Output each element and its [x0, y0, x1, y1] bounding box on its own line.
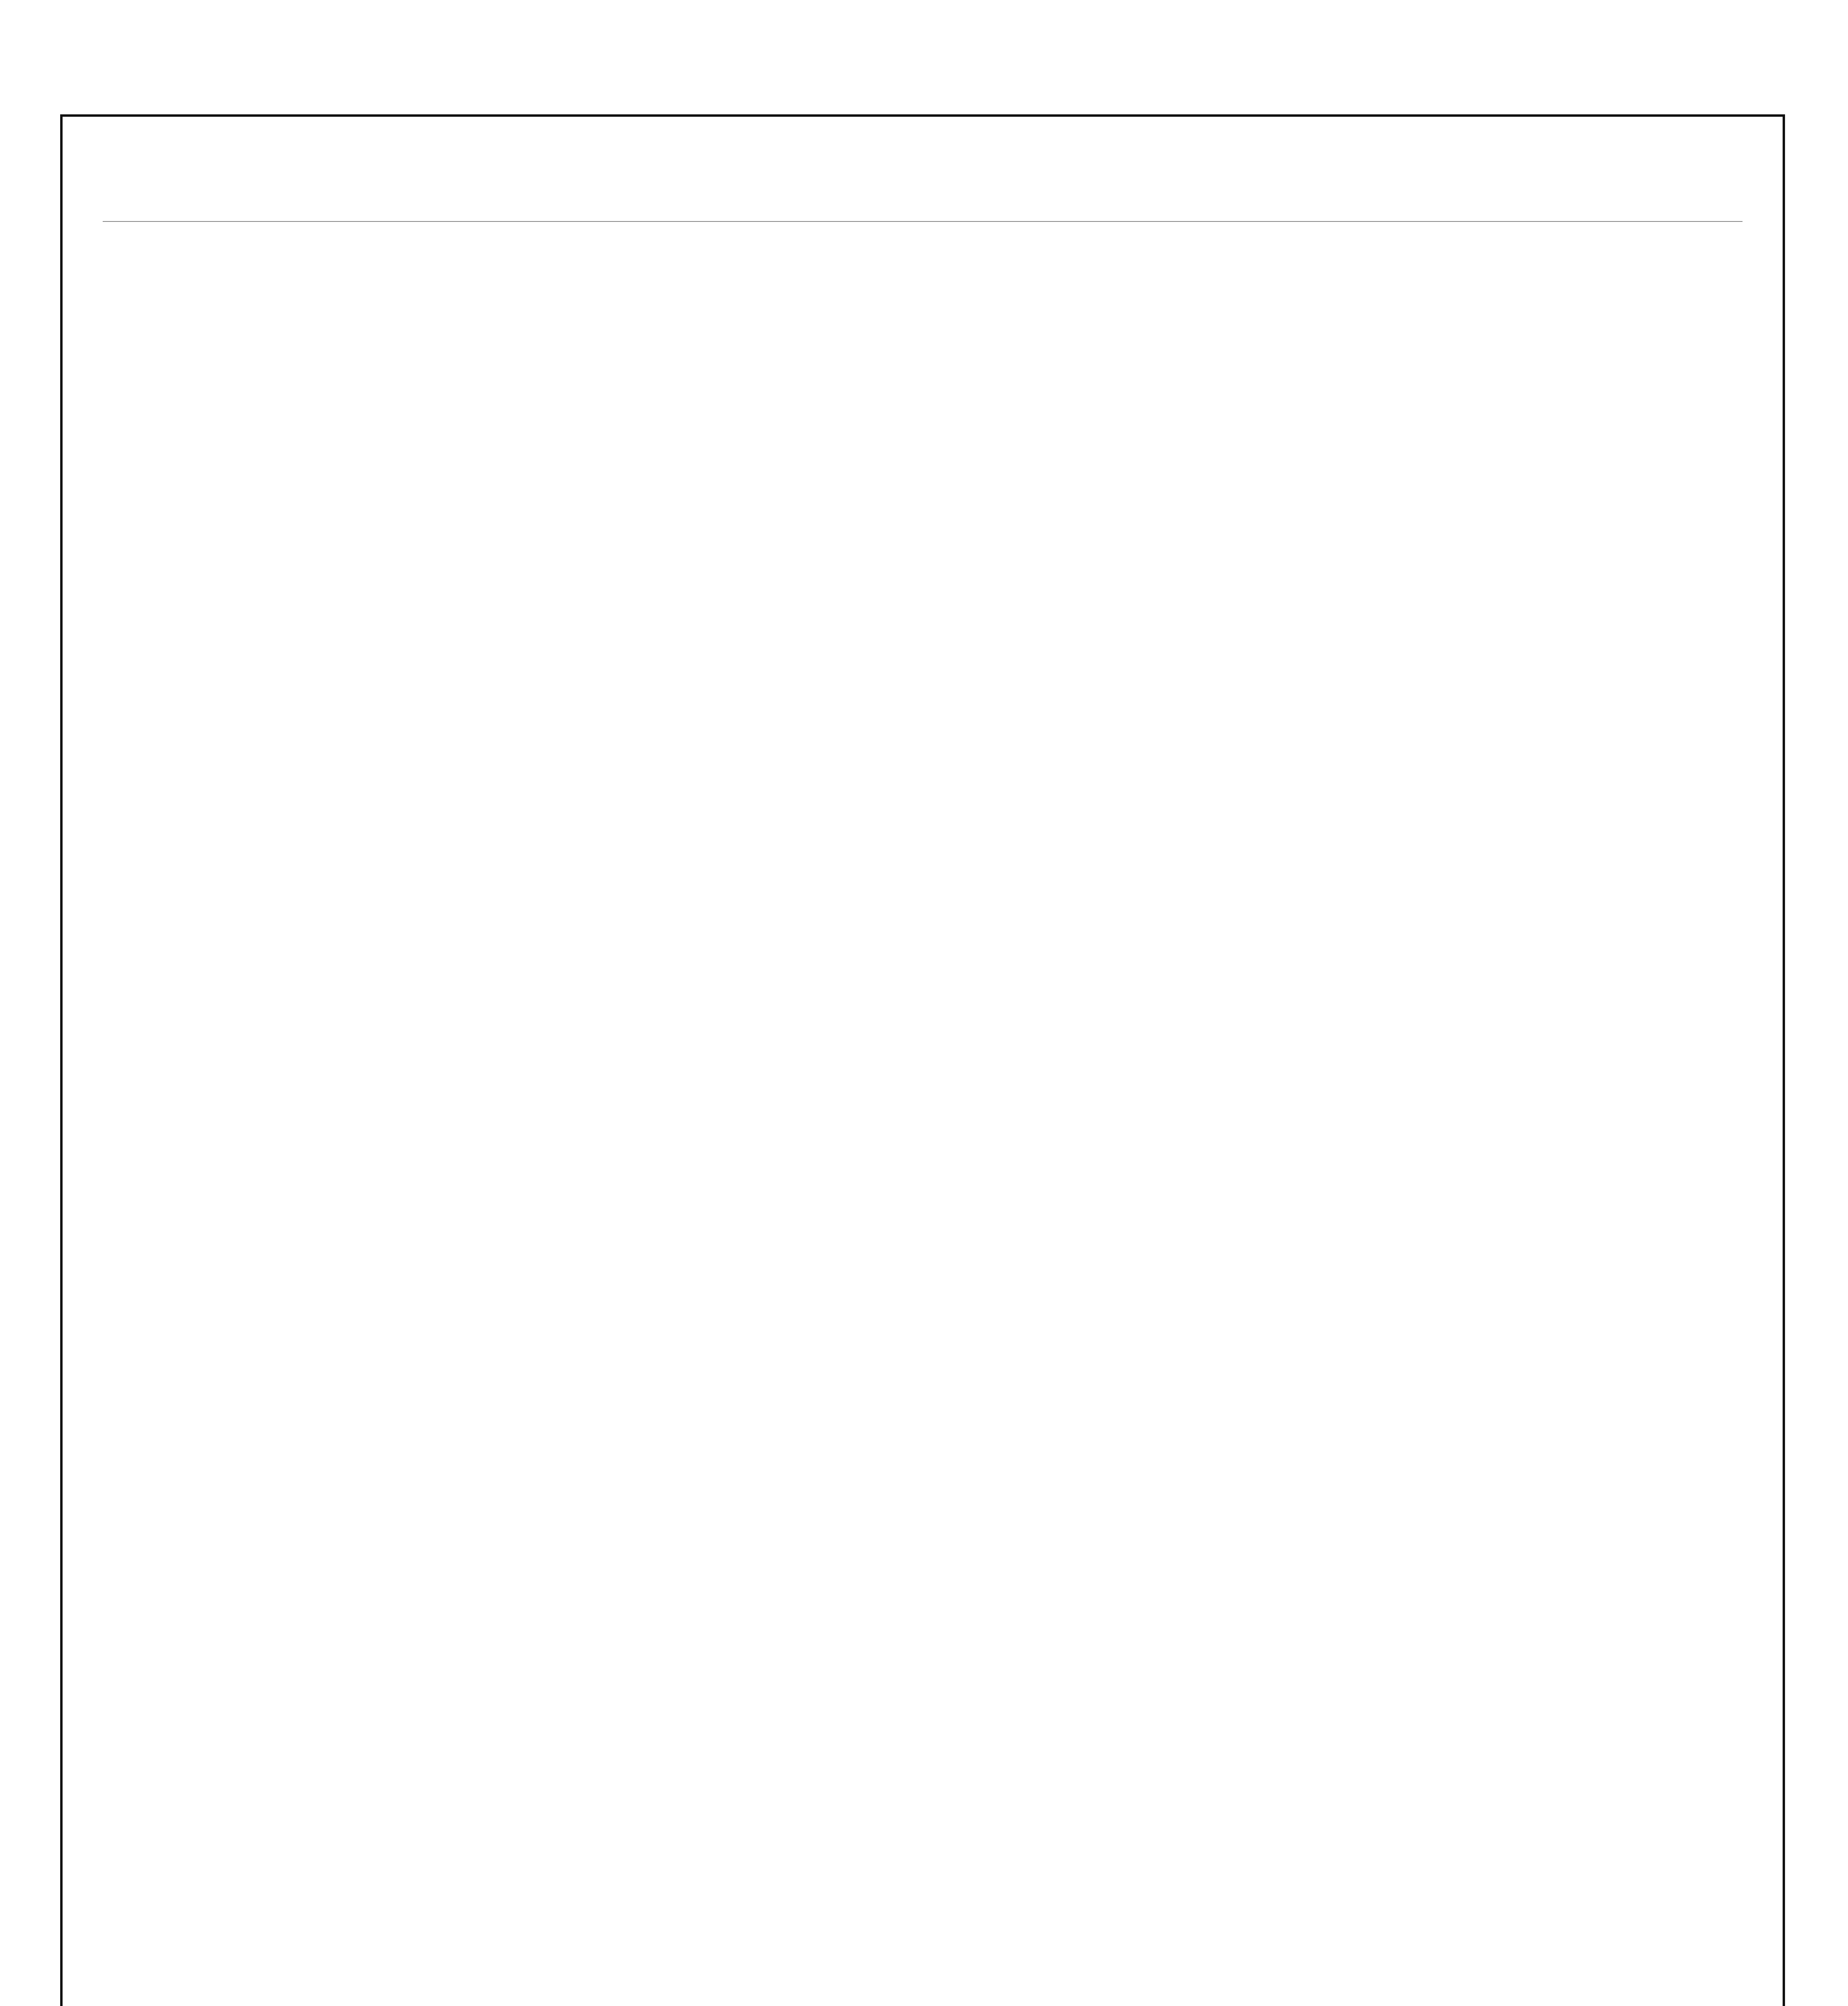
- observation-table: [103, 221, 1743, 2006]
- observation-sheet: [60, 114, 1785, 2006]
